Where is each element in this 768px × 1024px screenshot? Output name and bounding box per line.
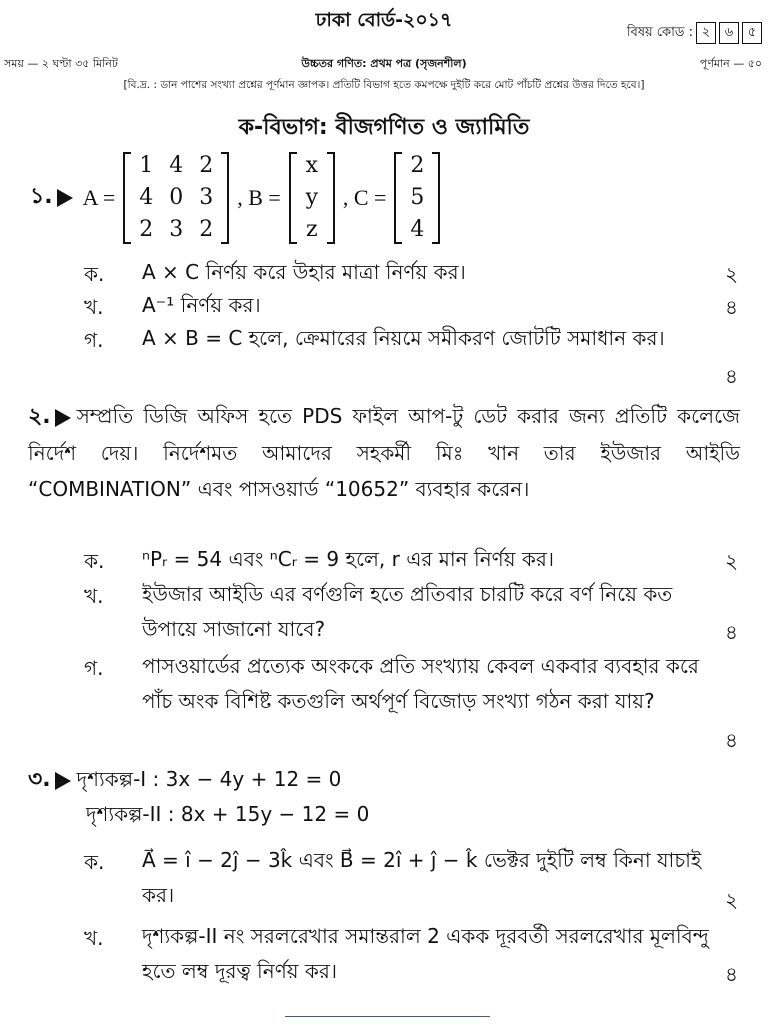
- question-number: ৩.: [28, 767, 51, 792]
- question-number: ২.: [28, 404, 51, 429]
- question-part-text: A⃗ = î − 2ĵ − 3k̂ এবং B⃗ = 2î + ĵ − k̂ ভেক্টর দুইটি লম্ব কিনা যাচাই কর।: [142, 848, 702, 907]
- q1-matrices: [30, 145, 444, 250]
- matrix-a: [123, 150, 229, 246]
- matrix-cell: x: [305, 152, 319, 178]
- matrix-cell: 4: [139, 184, 154, 210]
- scenario-1-text: দৃশ্যকল্প-I : 3x − 4y + 12 = 0: [76, 767, 342, 791]
- question-part-text: A × B = C হলে, ক্রেমারের নিয়মে সমীকরণ জোটটি সমাধান কর।: [142, 326, 665, 350]
- part-mark: ২: [724, 549, 738, 573]
- matrix-cell: 2: [199, 152, 214, 178]
- question-part-text: A × C নির্ণয় করে উহার মাত্রা নির্ণয় কর।: [142, 260, 466, 284]
- footer-divider: [285, 1016, 490, 1017]
- matrix-cell: 3: [169, 216, 184, 242]
- question-part-text: পাসওয়ার্ডের প্রত্যেক অংককে প্রতি সংখ্যায় কেবল একবার ব্যবহার করে পাঁচ অংক বিশিষ্ট কতগুলি অর্থপূর্ণ বিজোড় সংখ্যা গঠন করা যায়?: [142, 654, 699, 713]
- question-part-text: ইউজার আইডি এর বর্ণগুলি হতে প্রতিবার চারটি করে বর্ণ নিয়ে কত উপায়ে সাজানো যাবে?: [142, 582, 673, 641]
- subject-code-digit: ৬: [719, 22, 739, 44]
- question-part-text: A⁻¹ নির্ণয় কর।: [142, 293, 261, 317]
- part-label: খ.: [84, 295, 104, 319]
- part-label: গ.: [84, 656, 104, 680]
- part-label: ক.: [84, 262, 105, 286]
- question-part-text: ⁿPᵣ = 54 এবং ⁿCᵣ = 9 হলে, r এর মান নির্ণয় কর।: [142, 547, 555, 571]
- matrix-cell: 4: [169, 152, 184, 178]
- matrix-cell: 4: [410, 216, 425, 242]
- subject-code-label: বিষয় কোড :: [626, 24, 693, 40]
- part-mark: ৪: [725, 620, 738, 644]
- part-mark: ৪: [725, 962, 738, 986]
- scenario-1: [28, 762, 341, 799]
- exam-time: সময় — ২ ঘণ্টা ৩৫ মিনিট: [4, 57, 118, 70]
- matrix-c-label: , C =: [342, 184, 387, 210]
- matrix-cell: 2: [410, 152, 425, 178]
- question-part-text: দৃশ্যকল্প-II নং সরলরেখার সমান্তরাল 2 একক দূরবর্তী সরলরেখার মূলবিন্দু হতে লম্ব দূরত্ব নির্ণয় কর।: [142, 924, 709, 983]
- matrix-c: [394, 150, 440, 246]
- matrix-cell: 0: [169, 184, 184, 210]
- subject-code-digit: ২: [696, 22, 716, 44]
- question-number: ১.: [30, 184, 53, 209]
- play-arrow-icon: [57, 189, 73, 207]
- part-mark: ২: [724, 262, 738, 286]
- part-label: খ.: [84, 584, 104, 608]
- board-title: ঢাকা বোর্ড-২০১৭: [315, 9, 453, 31]
- matrix-cell: 1: [139, 152, 154, 178]
- matrix-cell: 3: [199, 184, 214, 210]
- part-label: গ.: [84, 328, 104, 352]
- full-marks: পূর্ণমান — ৫০: [699, 57, 762, 70]
- instruction-note: [বি.দ্র. : ডান পাশের সংখ্যা প্রশ্নের পূর্ণমান জ্ঞাপক। প্রতিটি বিভাগ হতে কমপক্ষে দুইটি করে মোট পাঁচটি প্রশ্নের উত্তর দিতে হবে।]: [123, 79, 645, 91]
- matrix-cell: z: [306, 216, 318, 242]
- play-arrow-icon: [55, 772, 71, 790]
- matrix-cell: y: [305, 184, 319, 210]
- part-mark: ৪: [725, 295, 738, 319]
- subject-code: [627, 22, 762, 44]
- scenario-2: দৃশ্যকল্প-II : 8x + 15y − 12 = 0: [86, 802, 370, 826]
- part-label: ক.: [84, 549, 105, 573]
- matrix-a-label: A =: [82, 184, 116, 210]
- part-mark: ৪: [725, 364, 738, 388]
- matrix-cell: 2: [139, 216, 154, 242]
- matrix-b-label: , B =: [237, 184, 281, 210]
- part-mark: ৪: [725, 728, 738, 752]
- matrix-b: [289, 150, 335, 246]
- play-arrow-icon: [55, 409, 71, 427]
- subject-name: উচ্চতর গণিত: প্রথম পত্র (সৃজনশীল): [301, 57, 467, 70]
- matrix-cell: 5: [410, 184, 425, 210]
- part-mark: ২: [724, 888, 738, 912]
- question-stem: [28, 398, 740, 507]
- matrix-cell: 2: [199, 216, 214, 242]
- question-stem-text: সম্প্রতি ডিজি অফিস হতে PDS ফাইল আপ-টু ডেট করার জন্য প্রতিটি কলেজে নির্দেশ দেয়। নির্দেশমত আমাদের সহকর্মী মিঃ খান তার ইউজার আইডি “COMBINATION” এবং পাসওয়ার্ড “10652” ব্যবহার করেন।: [28, 404, 740, 501]
- section-title: ক-বিভাগ: বীজগণিত ও জ্যামিতি: [238, 115, 530, 140]
- subject-code-digit: ৫: [742, 22, 762, 44]
- part-label: ক.: [84, 850, 105, 874]
- part-label: খ.: [84, 926, 104, 950]
